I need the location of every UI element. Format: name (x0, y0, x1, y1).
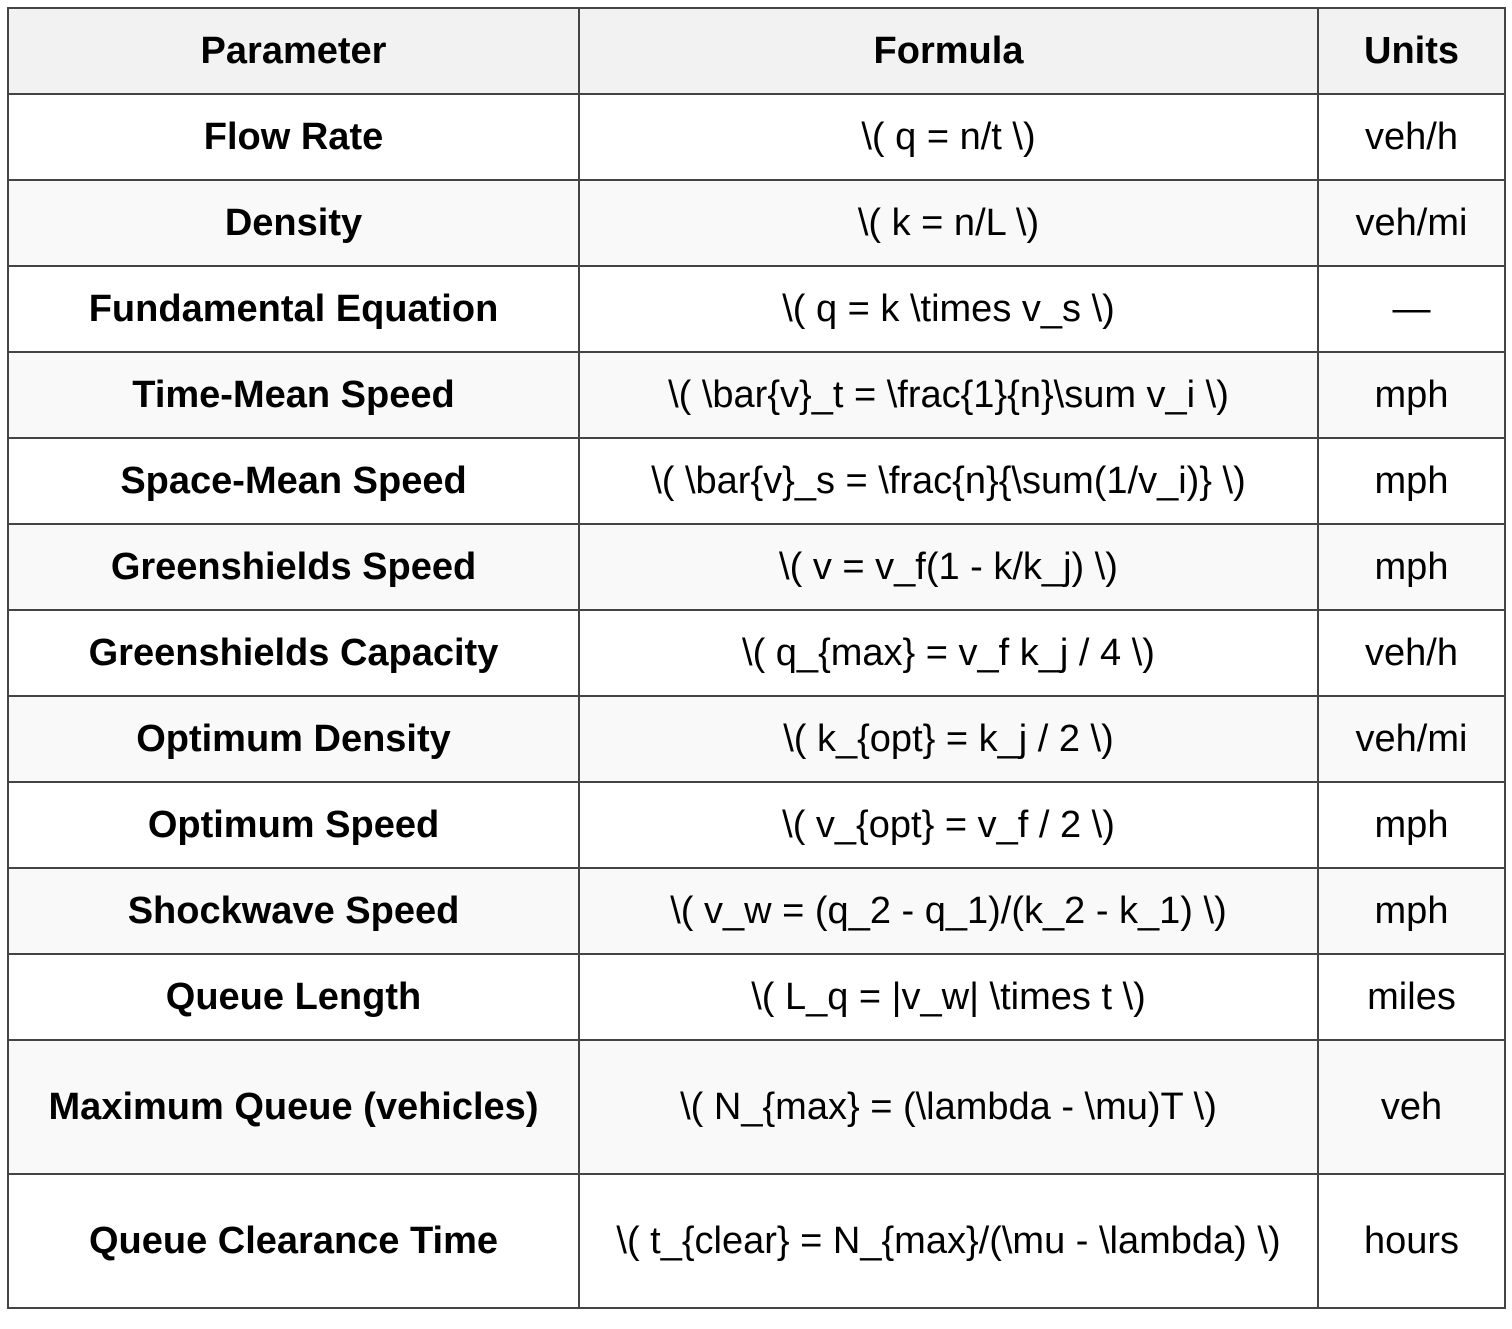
parameter-cell: Queue Length (8, 954, 579, 1040)
units-cell: hours (1318, 1174, 1505, 1308)
parameter-cell: Space-Mean Speed (8, 438, 579, 524)
parameter-cell: Density (8, 180, 579, 266)
parameter-cell: Time-Mean Speed (8, 352, 579, 438)
parameter-cell: Shockwave Speed (8, 868, 579, 954)
table-row (8, 1040, 1505, 1174)
units-cell: veh/mi (1318, 696, 1505, 782)
table-row (8, 1174, 1505, 1308)
formula-cell: \( k = n/L \) (579, 180, 1318, 266)
formula-cell: \( q = k \times v_s \) (579, 266, 1318, 352)
table-row (8, 266, 1505, 352)
units-cell: mph (1318, 524, 1505, 610)
units-cell: mph (1318, 868, 1505, 954)
table-row (8, 352, 1505, 438)
units-cell: veh/h (1318, 94, 1505, 180)
formula-cell: \( q_{max} = v_f k_j / 4 \) (579, 610, 1318, 696)
parameter-cell: Flow Rate (8, 94, 579, 180)
parameter-cell: Optimum Speed (8, 782, 579, 868)
formula-cell: \( N_{max} = (\lambda - \mu)T \) (579, 1040, 1318, 1174)
formula-cell: \( L_q = |v_w| \times t \) (579, 954, 1318, 1040)
parameter-cell: Fundamental Equation (8, 266, 579, 352)
units-cell: mph (1318, 782, 1505, 868)
parameter-cell: Greenshields Speed (8, 524, 579, 610)
table-row (8, 696, 1505, 782)
units-cell: mph (1318, 352, 1505, 438)
formula-cell: \( v_{opt} = v_f / 2 \) (579, 782, 1318, 868)
units-cell: veh (1318, 1040, 1505, 1174)
formula-table (7, 7, 1506, 1309)
formula-cell: \( \bar{v}_s = \frac{n}{\sum(1/v_i)} \) (579, 438, 1318, 524)
table-row (8, 180, 1505, 266)
table-row (8, 782, 1505, 868)
table-row (8, 954, 1505, 1040)
header-formula: Formula (579, 8, 1318, 94)
table-row (8, 94, 1505, 180)
table-row (8, 610, 1505, 696)
header-row (8, 8, 1505, 94)
header-units: Units (1318, 8, 1505, 94)
units-cell: miles (1318, 954, 1505, 1040)
table-row (8, 438, 1505, 524)
formula-cell: \( v = v_f(1 - k/k_j) \) (579, 524, 1318, 610)
parameter-cell: Queue Clearance Time (8, 1174, 579, 1308)
table-row (8, 524, 1505, 610)
header-parameter: Parameter (8, 8, 579, 94)
formula-cell: \( t_{clear} = N_{max}/(\mu - \lambda) \) (579, 1174, 1318, 1308)
units-cell: veh/h (1318, 610, 1505, 696)
formula-cell: \( k_{opt} = k_j / 2 \) (579, 696, 1318, 782)
units-cell: veh/mi (1318, 180, 1505, 266)
units-cell: — (1318, 266, 1505, 352)
table-row (8, 868, 1505, 954)
formula-cell: \( q = n/t \) (579, 94, 1318, 180)
parameter-cell: Optimum Density (8, 696, 579, 782)
formula-cell: \( v_w = (q_2 - q_1)/(k_2 - k_1) \) (579, 868, 1318, 954)
parameter-cell: Greenshields Capacity (8, 610, 579, 696)
units-cell: mph (1318, 438, 1505, 524)
formula-cell: \( \bar{v}_t = \frac{1}{n}\sum v_i \) (579, 352, 1318, 438)
parameter-cell: Maximum Queue (vehicles) (8, 1040, 579, 1174)
